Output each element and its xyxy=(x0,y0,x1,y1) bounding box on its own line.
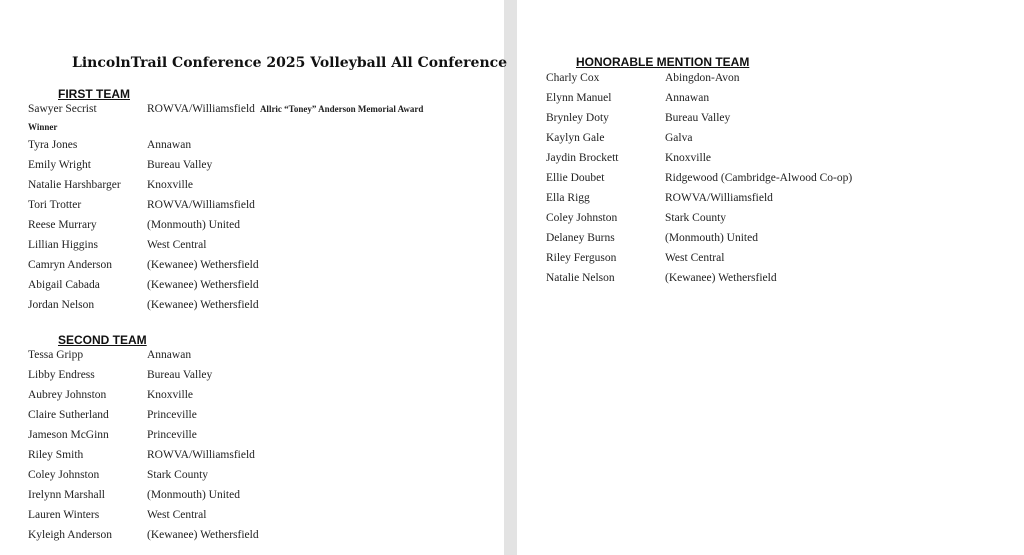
player-name: Kaylyn Gale xyxy=(546,132,605,144)
player-school: Bureau Valley xyxy=(665,112,731,124)
player-name: Libby Endress xyxy=(28,369,95,381)
player-name: Coley Johnston xyxy=(546,212,618,224)
player-school: Bureau Valley xyxy=(147,159,213,171)
player-name: Jaydin Brockett xyxy=(546,152,619,164)
player-school: Abingdon-Avon xyxy=(665,72,740,84)
player-school: West Central xyxy=(147,509,207,521)
player-name: Natalie Harshbarger xyxy=(28,179,121,191)
player-name: Lauren Winters xyxy=(28,509,100,521)
honorable-mention-heading: HONORABLE MENTION TEAM xyxy=(576,55,750,69)
player-name: Tyra Jones xyxy=(28,139,78,151)
player-name: Ellie Doubet xyxy=(546,172,605,184)
document-title: LincolnTrail Conference 2025 Volleyball All Conference xyxy=(72,55,508,71)
player-school: ROWVA/Williamsfield xyxy=(665,192,773,204)
player-school: West Central xyxy=(147,239,207,251)
player-name: Charly Cox xyxy=(546,72,600,84)
player-name: Coley Johnston xyxy=(28,469,100,481)
player-school: ROWVA/Williamsfield xyxy=(147,449,255,461)
player-school: (Monmouth) United xyxy=(147,489,240,501)
player-school: Bureau Valley xyxy=(147,369,213,381)
award-label: Allric “Toney” Anderson Memorial Award xyxy=(259,104,424,114)
player-school: (Kewanee) Wethersfield xyxy=(147,299,259,311)
school-text: ROWVA/Williamsfield xyxy=(147,103,255,115)
player-name: Jameson McGinn xyxy=(28,429,109,441)
player-name: Tori Trotter xyxy=(28,199,82,211)
player-school: Annawan xyxy=(665,92,710,104)
player-name: Claire Sutherland xyxy=(28,409,109,421)
player-name: Riley Ferguson xyxy=(546,252,617,264)
player-school: Knoxville xyxy=(665,152,711,164)
player-school: (Monmouth) United xyxy=(147,219,240,231)
document-page-left xyxy=(0,0,508,555)
player-school: Annawan xyxy=(147,349,192,361)
player-school: (Kewanee) Wethersfield xyxy=(147,529,259,541)
player-school: (Kewanee) Wethersfield xyxy=(147,279,259,291)
player-school xyxy=(147,99,423,119)
player-school: West Central xyxy=(665,252,725,264)
player-name: Irelynn Marshall xyxy=(28,489,105,501)
player-name: Sawyer Secrist xyxy=(28,103,97,115)
player-name: Riley Smith xyxy=(28,449,84,461)
player-name: Tessa Gripp xyxy=(28,349,84,361)
player-name: Jordan Nelson xyxy=(28,299,95,311)
player-name: Abigail Cabada xyxy=(28,279,100,291)
player-name: Aubrey Johnston xyxy=(28,389,107,401)
player-name: Reese Murrary xyxy=(28,219,97,231)
player-name: Kyleigh Anderson xyxy=(28,529,113,541)
player-school: Knoxville xyxy=(147,179,193,191)
player-name: Elynn Manuel xyxy=(546,92,612,104)
player-school: Princeville xyxy=(147,429,197,441)
player-school: (Kewanee) Wethersfield xyxy=(665,272,777,284)
player-school: Galva xyxy=(665,132,693,144)
player-school: Princeville xyxy=(147,409,197,421)
player-school: ROWVA/Williamsfield xyxy=(147,199,255,211)
player-school: Ridgewood (Cambridge-Alwood Co-op) xyxy=(665,172,853,184)
player-school: Knoxville xyxy=(147,389,193,401)
player-name: Lillian Higgins xyxy=(28,239,98,251)
first-team-heading: FIRST TEAM xyxy=(58,87,130,101)
award-label-continued: Winner xyxy=(28,122,58,132)
player-school: Stark County xyxy=(147,469,209,481)
player-school: (Kewanee) Wethersfield xyxy=(147,259,259,271)
player-name: Emily Wright xyxy=(28,159,91,171)
player-school: Stark County xyxy=(665,212,727,224)
player-name: Camryn Anderson xyxy=(28,259,113,271)
player-name: Ella Rigg xyxy=(546,192,590,204)
second-team-heading: SECOND TEAM xyxy=(58,333,147,347)
player-school: (Monmouth) United xyxy=(665,232,758,244)
player-school: Annawan xyxy=(147,139,192,151)
player-name: Natalie Nelson xyxy=(546,272,615,284)
player-name: Brynley Doty xyxy=(546,112,609,124)
player-name: Delaney Burns xyxy=(546,232,615,244)
document-page-right xyxy=(517,0,1024,555)
